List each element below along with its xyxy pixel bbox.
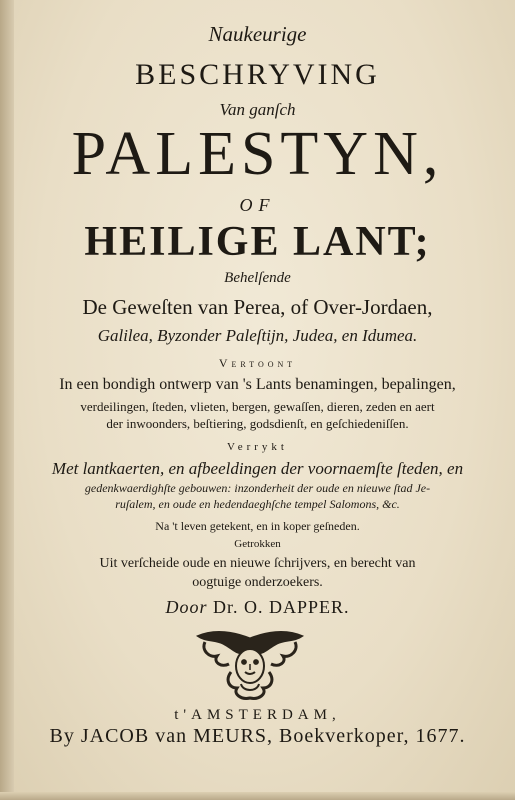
title-naukeurige: Naukeurige [208,22,307,46]
title-heilige-lant: HEILIGE LANT; [84,219,431,265]
title-behelsende: Behelſende [224,270,291,286]
title-rusalem: ruſalem, en oude en hedendaeghſche tempel Salomons, &c. [115,497,400,511]
title-uit-verscheide: Uit verſcheide oude en nieuwe ſchrijvers, en berecht van [99,556,416,571]
title-place: t'AMSTERDAM, [174,707,341,723]
title-verrykt: Verrykt [227,441,288,453]
ornament-mask-icon [195,628,305,703]
author-prefix: Door [165,597,208,617]
title-gewesten: De Geweſten van Perea, of Over-Jordaen, [82,295,433,319]
title-van-gansch: Van ganſch [219,100,296,119]
title-of: OF [239,195,276,215]
title-getrokken: Getrokken [234,538,281,550]
page-bottom-edge [0,792,515,800]
title-galilea: Galilea, Byzonder Paleſtijn, Judea, en Idumea. [97,326,418,345]
title-lantkaerten: Met lantkaerten, en afbeeldingen der voornaemſte ſteden, en [51,459,464,478]
title-palestyn: PALESTYN, [71,120,444,188]
title-imprint: By JACOB van MEURS, Boekverkoper, 1677. [49,725,466,747]
title-description-line2: verdeilingen, ſteden, vlieten, bergen, gewaſſen, dieren, zeden en aert [80,399,435,414]
title-description-line3: der inwoonders, beſtiering, godsdienſt, en geſchiedeniſſen. [106,416,409,431]
title-beschryving: BESCHRYVING [135,58,380,91]
title-description-line1: In een bondigh ontwerp van 's Lants benamingen, bepalingen, [59,376,456,393]
title-na-leven: Na 't leven getekent, en in koper geſneden. [155,519,360,533]
title-vertoont: Vertoont [218,356,297,370]
title-author [0,597,515,618]
author-name: Dr. O. DAPPER. [212,597,350,617]
title-oogtuige: oogtuige onderzoekers. [192,575,323,590]
title-gedenkwaerdighste: gedenkwaerdighſte gebouwen: inzonderheit der oude en nieuwe ſtad Je- [84,481,431,495]
